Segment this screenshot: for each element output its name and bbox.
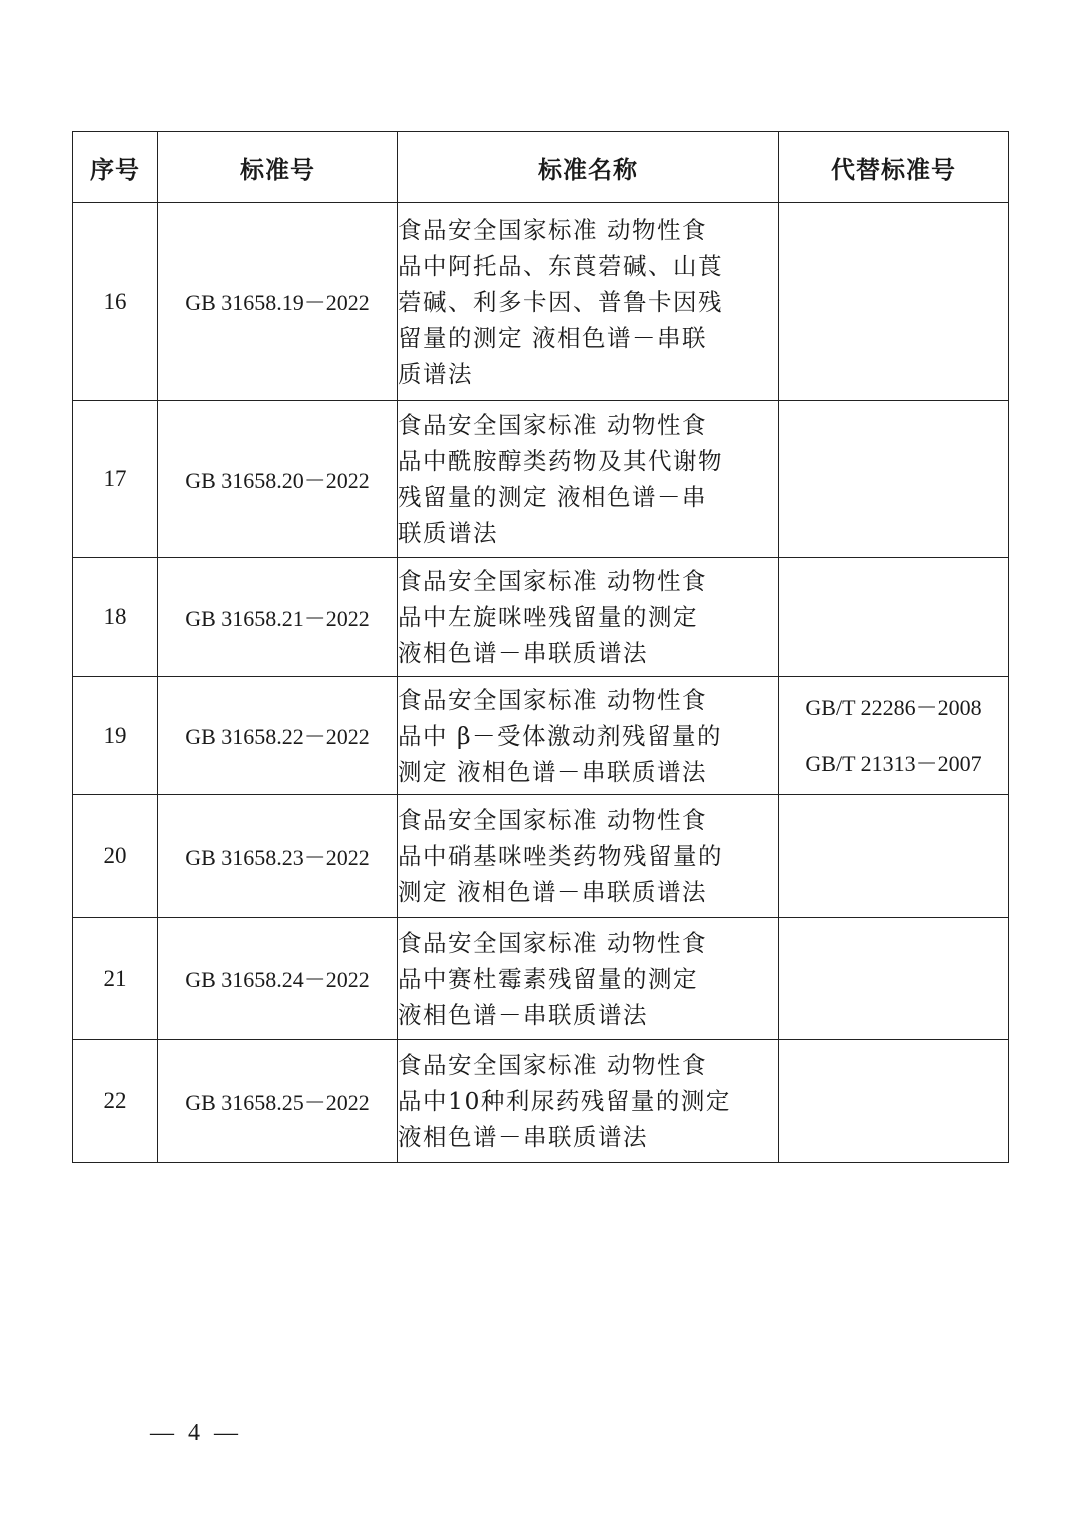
- name-line: 食品安全国家标准 动物性食: [398, 411, 707, 439]
- name-line: 液相色谱－串联质谱法: [398, 1123, 648, 1151]
- header-standard-number: 标准号: [158, 132, 398, 203]
- name-line: 留量的测定 液相色谱－串联: [398, 323, 707, 352]
- table-header-row: [73, 132, 1009, 203]
- name-line: 品中阿托品、东莨菪碱、山莨: [398, 251, 723, 280]
- name-line: 测定 液相色谱－串联质谱法: [398, 757, 707, 786]
- row-standard-number: GB 31658.22－2022: [158, 677, 398, 795]
- name-line: 品中硝基咪唑类药物残留量的: [398, 842, 723, 870]
- header-index: 序号: [73, 132, 158, 203]
- table-row: [73, 677, 1009, 795]
- row-standard-number: GB 31658.21－2022: [158, 558, 398, 677]
- row-standard-number: GB 31658.23－2022: [158, 795, 398, 918]
- name-line: 食品安全国家标准 动物性食: [398, 215, 707, 244]
- header-replaced-standard: 代替标准号: [779, 132, 1009, 203]
- row-standard-number: GB 31658.24－2022: [158, 918, 398, 1040]
- table-row: [73, 401, 1009, 558]
- name-line: 联质谱法: [398, 519, 498, 547]
- name-line: 品中左旋咪唑残留量的测定: [398, 603, 698, 631]
- row-standard-name: [398, 795, 779, 918]
- replaced-standard-number: GB/T 22286－2008: [805, 694, 982, 720]
- name-line: 食品安全国家标准 动物性食: [398, 806, 707, 834]
- row-standard-name: [398, 558, 779, 677]
- row-replaced-standard: [779, 1040, 1009, 1163]
- name-line: 品中赛杜霉素残留量的测定: [398, 964, 698, 993]
- name-line: 液相色谱－串联质谱法: [398, 639, 648, 667]
- row-index: 21: [73, 918, 158, 1040]
- row-standard-name: [398, 918, 779, 1040]
- table-row: [73, 558, 1009, 677]
- row-replaced-standard: [779, 558, 1009, 677]
- name-line: 食品安全国家标准 动物性食: [398, 928, 707, 957]
- name-line: 品中 β－受体激动剂残留量的: [398, 721, 723, 750]
- row-standard-number: GB 31658.25－2022: [158, 1040, 398, 1163]
- row-standard-name: [398, 677, 779, 795]
- row-standard-number: GB 31658.20－2022: [158, 401, 398, 558]
- name-line: 测定 液相色谱－串联质谱法: [398, 878, 707, 906]
- name-line: 质谱法: [398, 359, 473, 388]
- row-replaced-standard: [779, 677, 1009, 795]
- row-replaced-standard: [779, 795, 1009, 918]
- row-standard-number: GB 31658.19－2022: [158, 203, 398, 401]
- row-replaced-standard: [779, 918, 1009, 1040]
- table-row: [73, 1040, 1009, 1163]
- table-row: [73, 203, 1009, 401]
- standards-table: [72, 131, 1009, 1163]
- row-index: 16: [73, 203, 158, 401]
- row-index: 22: [73, 1040, 158, 1163]
- row-standard-name: [398, 1040, 779, 1163]
- row-standard-name: [398, 401, 779, 558]
- page-number: — 4 —: [150, 1420, 242, 1446]
- table-row: [73, 918, 1009, 1040]
- row-standard-name: [398, 203, 779, 401]
- name-line: 液相色谱－串联质谱法: [398, 1000, 648, 1029]
- table-row: [73, 795, 1009, 918]
- row-replaced-standard: [779, 203, 1009, 401]
- name-line: 品中10种利尿药残留量的测定: [398, 1087, 731, 1115]
- name-line: 残留量的测定 液相色谱－串: [398, 483, 707, 511]
- name-line: 菪碱、利多卡因、普鲁卡因残: [398, 287, 723, 316]
- row-replaced-standard: [779, 401, 1009, 558]
- name-line: 食品安全国家标准 动物性食: [398, 567, 707, 595]
- name-line: 食品安全国家标准 动物性食: [398, 685, 707, 714]
- name-line: 食品安全国家标准 动物性食: [398, 1051, 707, 1079]
- header-standard-name: 标准名称: [398, 132, 779, 203]
- replaced-standard-number: GB/T 21313－2007: [805, 750, 982, 776]
- row-index: 19: [73, 677, 158, 795]
- name-line: 品中酰胺醇类药物及其代谢物: [398, 447, 723, 475]
- row-index: 17: [73, 401, 158, 558]
- row-index: 18: [73, 558, 158, 677]
- row-index: 20: [73, 795, 158, 918]
